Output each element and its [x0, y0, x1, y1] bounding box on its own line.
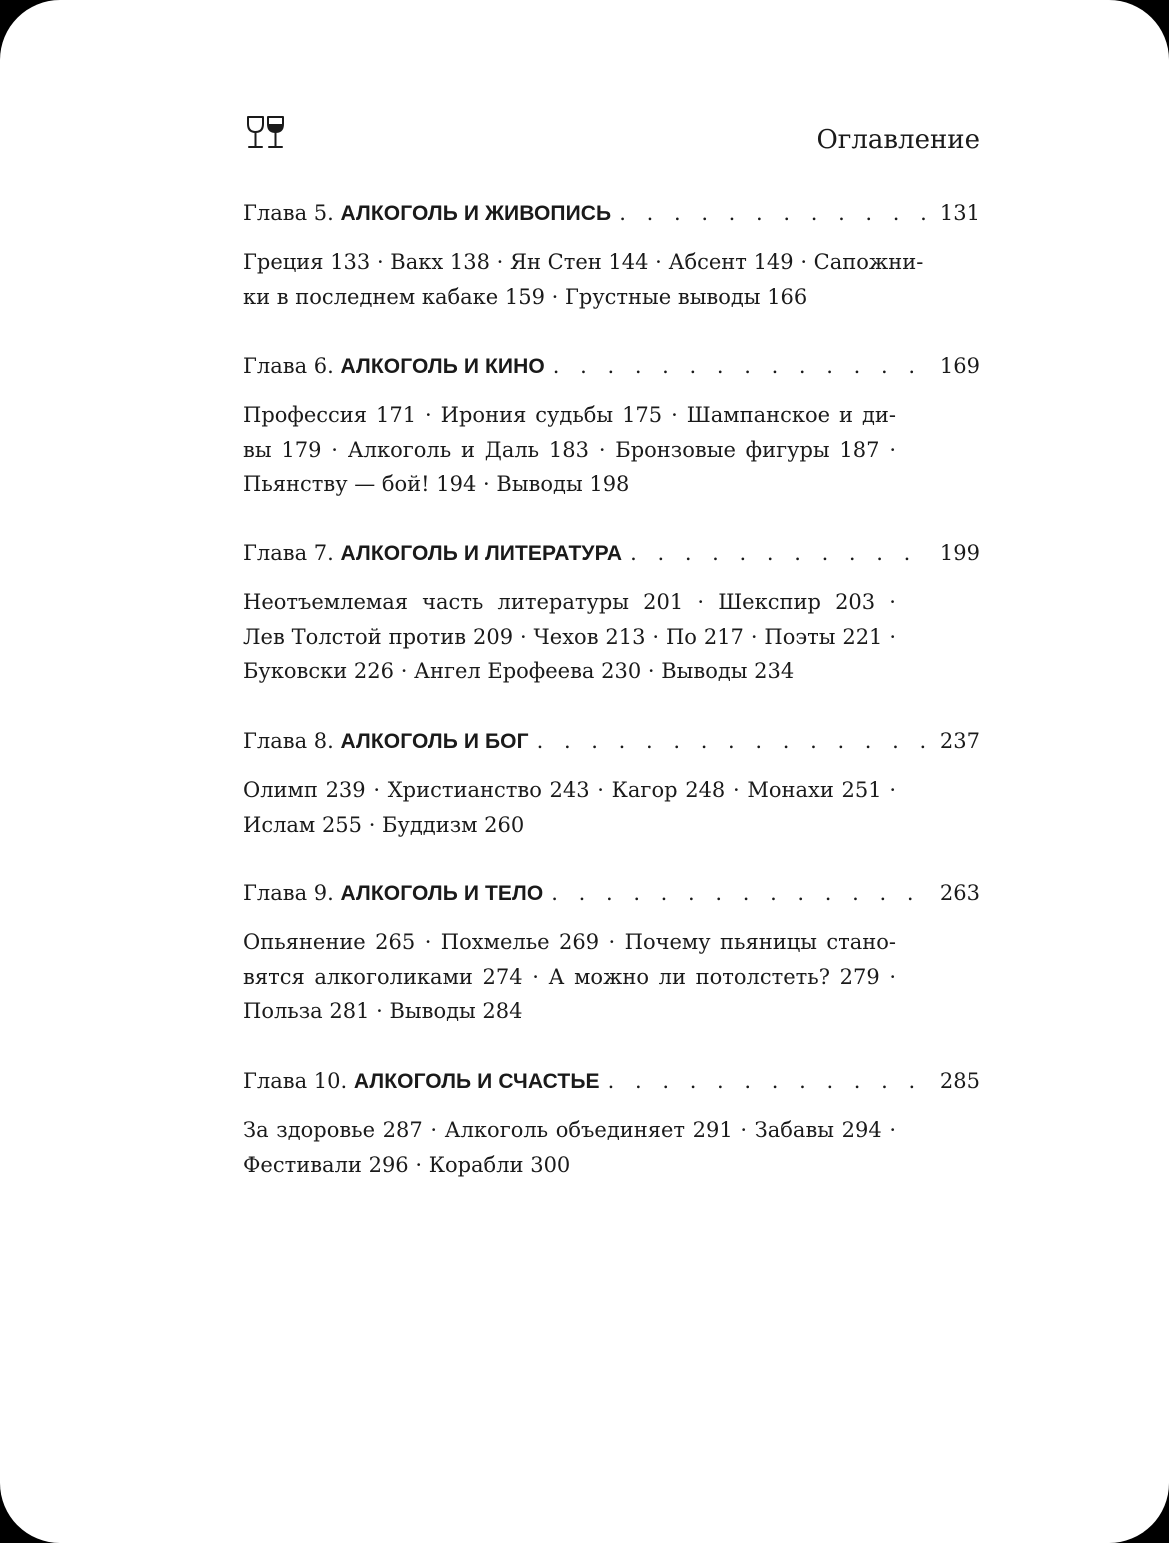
chapter-number: Глава 6. [243, 354, 334, 378]
chapter-9-sections [243, 925, 896, 1029]
chapter-9-entry[interactable] [243, 875, 980, 911]
wine-glasses-icon [244, 114, 290, 152]
chapter-8-entry[interactable] [243, 723, 980, 759]
section-line: Профессия 171 · Ирония судьбы 175 · Шампанское и ди- [243, 403, 896, 427]
section-line: Лев Толстой против 209 · Чехов 213 · По 217 · Поэты 221 · [243, 624, 896, 649]
section-line: Олимп 239 · Христианство 243 · Кагор 248 · Монахи 251 · [243, 778, 896, 802]
section-line: Опьянение 265 · Похмелье 269 · Почему пьяницы стано- [243, 930, 896, 954]
section-line: ки в последнем кабаке 159 · Грустные выводы 166 [243, 284, 808, 309]
dot-leader [553, 348, 930, 384]
chapter-title: АЛКОГОЛЬ И ЛИТЕРАТУРА [340, 542, 623, 565]
section-line: Польза 281 · Выводы 284 [243, 999, 523, 1023]
chapter-page-number: 199 [939, 541, 980, 565]
section-line: Ислам 255 · Буддизм 260 [243, 812, 525, 837]
chapter-8-sections [243, 773, 896, 842]
chapter-number: Глава 10. [243, 1069, 348, 1093]
chapter-5-entry[interactable] [243, 195, 980, 231]
chapter-6-sections [243, 398, 896, 502]
chapter-page-number: 263 [939, 881, 980, 905]
chapter-title: АЛКОГОЛЬ И БОГ [340, 730, 529, 753]
section-line: Пьянству — бой! 194 · Выводы 198 [243, 472, 630, 496]
chapter-10-sections [243, 1113, 896, 1182]
chapter-number: Глава 9. [243, 881, 334, 905]
section-line: Неотъемлемая часть литературы 201 · Шекспир 203 · [243, 590, 896, 614]
section-line: вятся алкоголиками 274 · А можно ли потолстеть? 279 · [243, 964, 896, 989]
section-line: За здоровье 287 · Алкоголь объединяет 291 · Забавы 294 · [243, 1118, 896, 1142]
chapter-title: АЛКОГОЛЬ И ТЕЛО [340, 882, 544, 905]
chapter-10-entry[interactable] [243, 1063, 980, 1099]
section-line: Буковски 226 · Ангел Ерофеева 230 · Выводы 234 [243, 659, 795, 683]
running-title: Оглавление [816, 125, 980, 155]
dot-leader [619, 195, 930, 231]
chapter-page-number: 285 [939, 1069, 980, 1093]
chapter-number: Глава 8. [243, 729, 334, 753]
chapter-7-sections [243, 585, 896, 689]
chapter-6-entry[interactable] [243, 348, 980, 384]
chapter-page-number: 131 [939, 201, 980, 225]
dot-leader [551, 875, 930, 911]
dot-leader [608, 1063, 930, 1099]
chapter-number: Глава 7. [243, 541, 334, 565]
section-line: вы 179 · Алкоголь и Даль 183 · Бронзовые фигуры 187 · [243, 437, 896, 462]
chapter-page-number: 169 [939, 354, 980, 378]
chapter-5-sections [243, 245, 924, 314]
chapter-7-entry[interactable] [243, 535, 980, 571]
dot-leader [630, 535, 930, 571]
chapter-number: Глава 5. [243, 201, 334, 225]
chapter-title: АЛКОГОЛЬ И ЖИВОПИСЬ [340, 202, 612, 225]
dot-leader [537, 723, 930, 759]
section-line: Греция 133 · Вакх 138 · Ян Стен 144 · Абсент 149 · Сапожни- [243, 250, 924, 274]
chapter-page-number: 237 [939, 729, 980, 753]
chapter-title: АЛКОГОЛЬ И СЧАСТЬЕ [353, 1070, 600, 1093]
section-line: Фестивали 296 · Корабли 300 [243, 1152, 571, 1177]
chapter-title: АЛКОГОЛЬ И КИНО [340, 355, 545, 378]
